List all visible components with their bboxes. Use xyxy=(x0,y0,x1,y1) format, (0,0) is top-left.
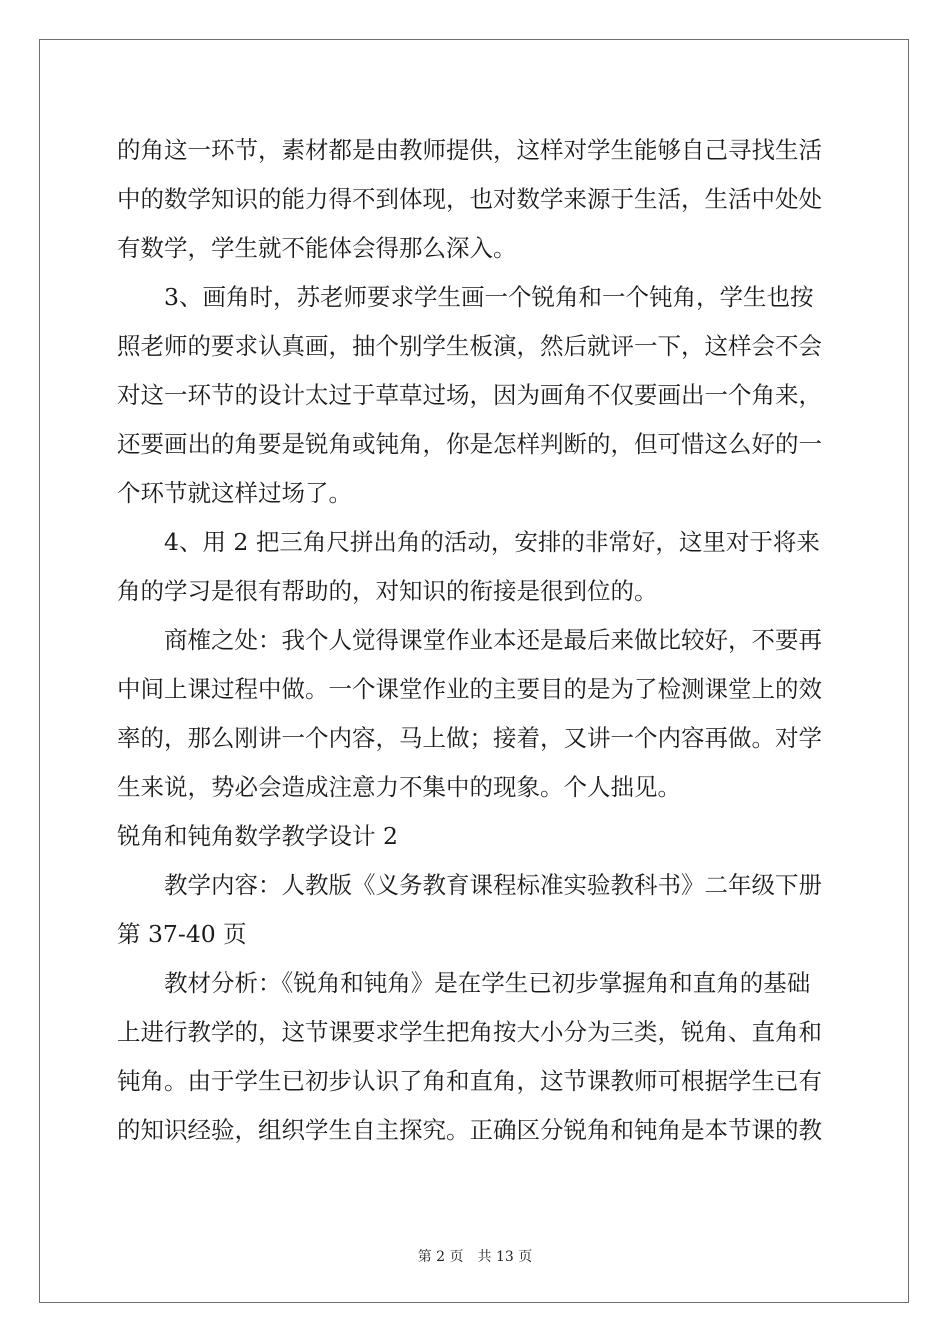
text-line: 的角这一环节，素材都是由教师提供，这样对学生能够自己寻找生活 xyxy=(117,136,822,164)
text-line: 钝角。由于学生已初步认识了角和直角，这节课教师可根据学生已有 xyxy=(117,1067,822,1095)
page-number: 第 2 页 xyxy=(417,1249,464,1265)
text-line: 第 37-40 页 xyxy=(117,920,247,948)
text-line: 个环节就这样过场了。 xyxy=(117,479,352,507)
text-line: 率的，那么刚讲一个内容，马上做；接着，又讲一个内容再做。对学 xyxy=(117,724,822,752)
paragraph-start: 教学内容：人教版《义务教育课程标准实验教科书》二年级下册 xyxy=(164,871,822,899)
text-line: 的知识经验，组织学生自主探究。正确区分锐角和钝角是本节课的教 xyxy=(117,1116,822,1144)
text-line: 生来说，势必会造成注意力不集中的现象。个人拙见。 xyxy=(117,773,681,801)
paragraph-start: 商榷之处：我个人觉得课堂作业本还是最后来做比较好，不要再 xyxy=(164,626,822,654)
paragraph-start: 4、用 2 把三角尺拼出角的活动，安排的非常好，这里对于将来 xyxy=(164,528,820,556)
text-line: 还要画出的角要是锐角或钝角，你是怎样判断的，但可惜这么好的一 xyxy=(117,430,822,458)
text-line: 对这一环节的设计太过于草草过场，因为画角不仅要画出一个角来， xyxy=(117,381,822,409)
text-line: 中的数学知识的能力得不到体现，也对数学来源于生活，生活中处处 xyxy=(117,185,822,213)
page-total: 共 13 页 xyxy=(477,1249,533,1265)
text-line: 角的学习是很有帮助的，对知识的衔接是很到位的。 xyxy=(117,577,658,605)
text-line: 上进行教学的，这节课要求学生把角按大小分为三类，锐角、直角和 xyxy=(117,1018,822,1046)
text-line: 照老师的要求认真画，抽个别学生板演，然后就评一下，这样会不会 xyxy=(117,332,822,360)
text-line: 有数学，学生就不能体会得那么深入。 xyxy=(117,234,517,262)
paragraph-start: 教材分析：《锐角和钝角》是在学生已初步掌握角和直角的基础 xyxy=(164,969,811,997)
page-footer xyxy=(0,1246,950,1266)
document-body xyxy=(117,126,833,1155)
paragraph-start: 3、画角时，苏老师要求学生画一个锐角和一个钝角，学生也按 xyxy=(164,283,814,311)
text-line: 中间上课过程中做。一个课堂作业的主要目的是为了检测课堂上的效 xyxy=(117,675,822,703)
section-heading: 锐角和钝角数学教学设计 2 xyxy=(117,822,398,850)
